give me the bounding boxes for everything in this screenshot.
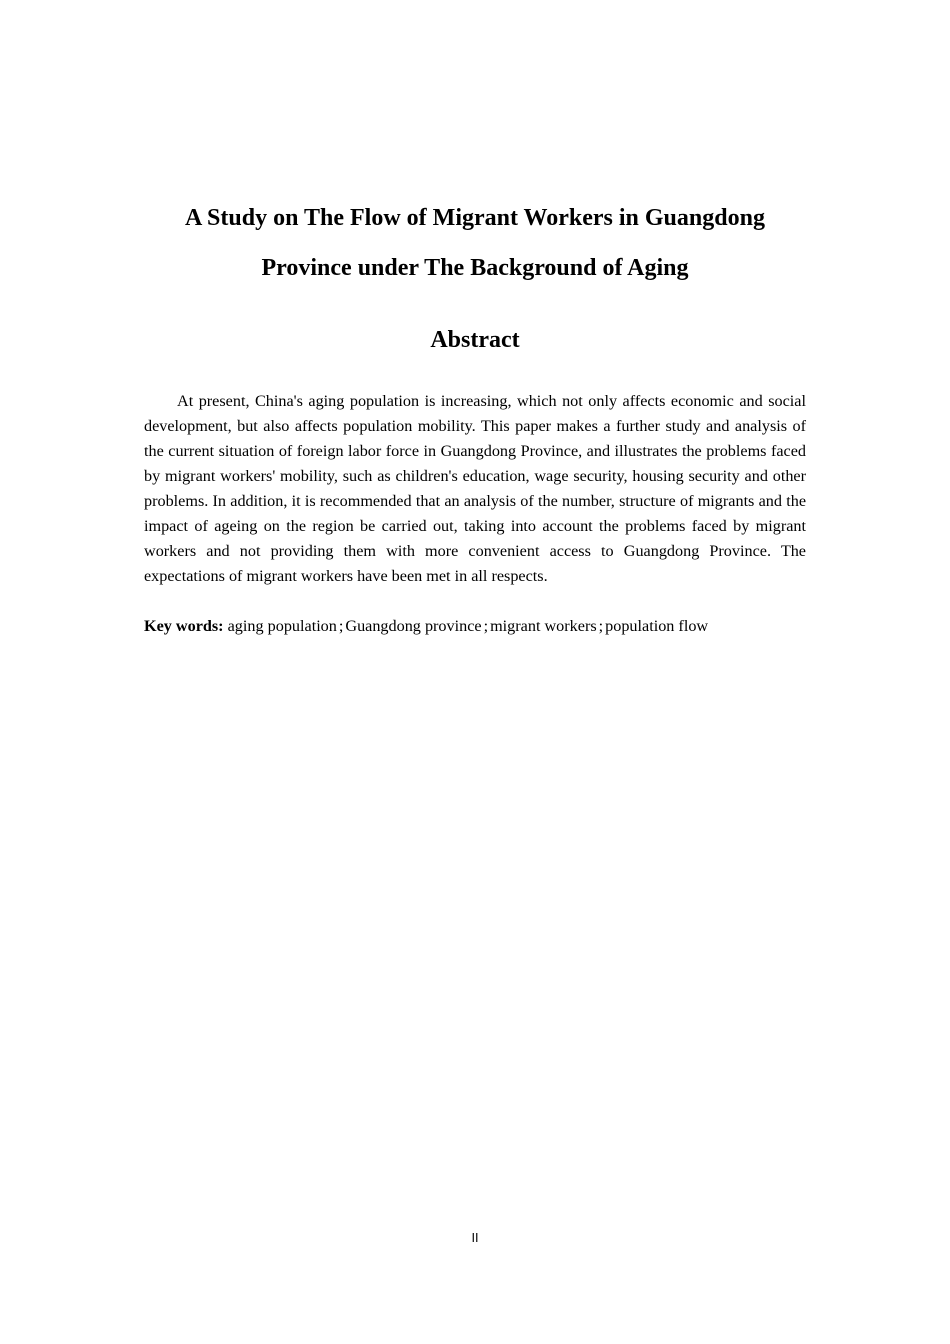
paper-title bbox=[100, 193, 850, 293]
keywords-line bbox=[144, 614, 844, 639]
keyword-item: Guangdong province bbox=[345, 617, 482, 635]
keyword-item: migrant workers bbox=[490, 617, 597, 635]
paper-title-line-1: A Study on The Flow of Migrant Workers in Guangdong bbox=[185, 205, 765, 231]
keyword-separator: ; bbox=[338, 617, 344, 635]
keyword-separator: ; bbox=[598, 617, 604, 635]
paper-title-line-2: Province under The Background of Aging bbox=[261, 255, 689, 281]
keyword-item: aging population bbox=[227, 617, 337, 635]
keywords-label: Key words: bbox=[144, 617, 224, 635]
keyword-separator: ; bbox=[483, 617, 489, 635]
page-number: II bbox=[471, 1231, 479, 1245]
keyword-item: population flow bbox=[605, 617, 709, 635]
abstract-heading: Abstract bbox=[430, 327, 520, 353]
abstract-body: At present, China's aging population is increasing, which not only affects economic and social development, but also affects population mobility. This paper makes a further study and analysis of the current situation of foreign labor force in Guangdong Province, and illustrates the problems faced by migrant workers' mobility, such as children's education, wage security, housing security and other problems. In addition, it is recommended that an analysis of the number, structure of migrants and the impact of ageing on the region be carried out, taking into account the problems faced by migrant workers and not providing them with more convenient access to Guangdong Province. The expectations of migrant workers have been met in all respects. bbox=[144, 392, 806, 585]
